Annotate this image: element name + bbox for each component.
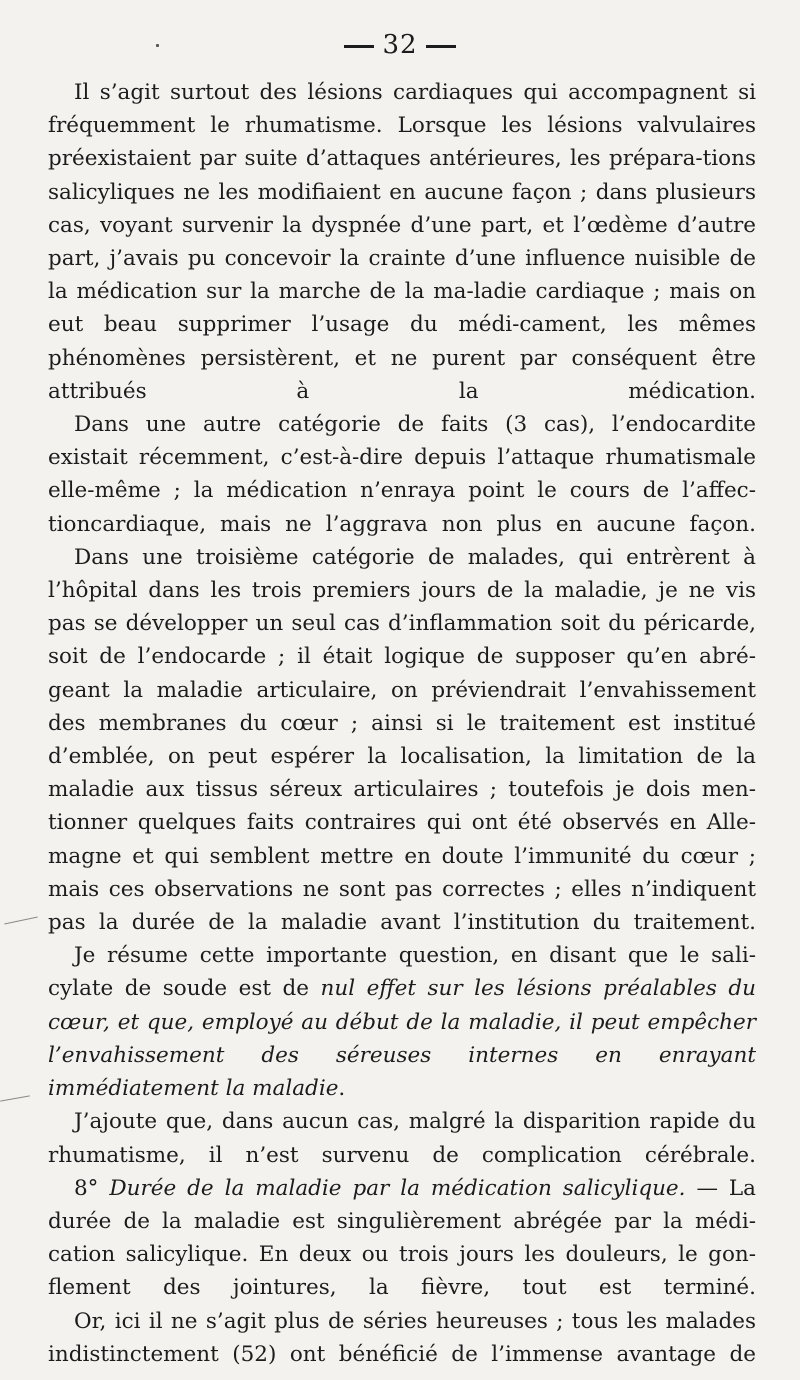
margin-mark [4,916,37,924]
paragraph-text: J’ajoute que, dans aucun cas, malgré la disparition rapide du rhumatisme, il n’est survenu de complication cérébrale. [48,1109,756,1168]
paragraph-continued [48,1305,756,1371]
folio-dash-right [426,45,456,48]
paragraph-summary [48,939,756,1105]
paragraph-text: Dans une autre catégorie de faits (3 cas), l’endocardite existait récemment, c’est-à-dire depuis l’attaque rhumatismale elle-même ; la médication n’enraya point le cours de l’affec-tioncardiaque, mais ne l’aggrava non plus en aucune façon. [48,412,756,537]
folio-dash-left [344,45,374,48]
paragraph-third-category [48,541,756,939]
emphasized-conclusion: nul effet sur les lésions préalables du cœur, et que, employé au début de la maladie, il peut empêcher l’envahissement des séreuses internes en enrayant immédiatement la maladie [48,976,756,1102]
page-number: 32 [382,30,418,60]
page-number-header [0,30,800,60]
paragraph-text: Il s’agit surtout des lésions cardiaques qui accompagnent si fréquemment le rhumatisme. Lorsque les lésions valvulaires préexistaient par suite d’attaques antérieures, les prépara-tions salicyliques ne les modifiaient en aucune façon ; dans plusieurs cas, voyant survenir la dyspnée d’une part, et l’œdème d’autre part, j’avais pu concevoir la crainte d’une influence nuisible de la médication sur la marche de la ma-ladie cardiaque ; mais on eut beau supprimer l’usage du médi-cament, les mêmes phénomènes persistèrent, et ne purent par conséquent être attribués à la médication. [48,80,756,404]
paragraph-text: Or, ici il ne s’agit plus de séries heureuses ; tous les malades indistinctement (52) ont bénéficié de l’immense avantage de [48,1308,756,1367]
page-body [48,76,756,1371]
paragraph-cerebral-complication [48,1105,756,1171]
section-title: Durée de la maladie par la médication salicylique. [109,1175,686,1201]
paragraph-text: . [338,1076,346,1102]
margin-mark [0,1095,30,1101]
paragraph-text: Je résume cette importante question, en disant que le sali-cylate de soude est de [48,943,756,1002]
paragraph-section-8 [48,1172,756,1305]
section-number: 8° [74,1175,99,1201]
paragraph-text: — La durée de la maladie est singulièrement abrégée par la médi-cation salicylique. En deux ou trois jours les douleurs, le gon-flement des jointures, la fièvre, tout est terminé. [48,1175,756,1301]
print-speck [156,44,159,47]
paragraph-text: Dans une troisième catégorie de malades, qui entrèrent à l’hôpital dans les trois premiers jours de la maladie, je ne vis pas se développer un seul cas d’inflammation soit du péricarde, soit de l’endocarde ; il était logique de supposer qu’en abré-geant la maladie articulaire, on préviendrait l’envahissement des membranes du cœur ; ainsi si le traitement est institué d’emblée, on peut espérer la localisation, la limitation de la maladie aux tissus séreux articulaires ; toutefois je dois men-tionner quelques faits contraires qui ont été observés en Alle-magne et qui semblent mettre en doute l’immunité du cœur ; mais ces observations ne sont pas correctes ; elles n’indiquent pas la durée de la maladie avant l’institution du traitement. [48,544,756,936]
paragraph-cardiac-lesions [48,76,756,408]
paragraph-endocarditis [48,408,756,541]
